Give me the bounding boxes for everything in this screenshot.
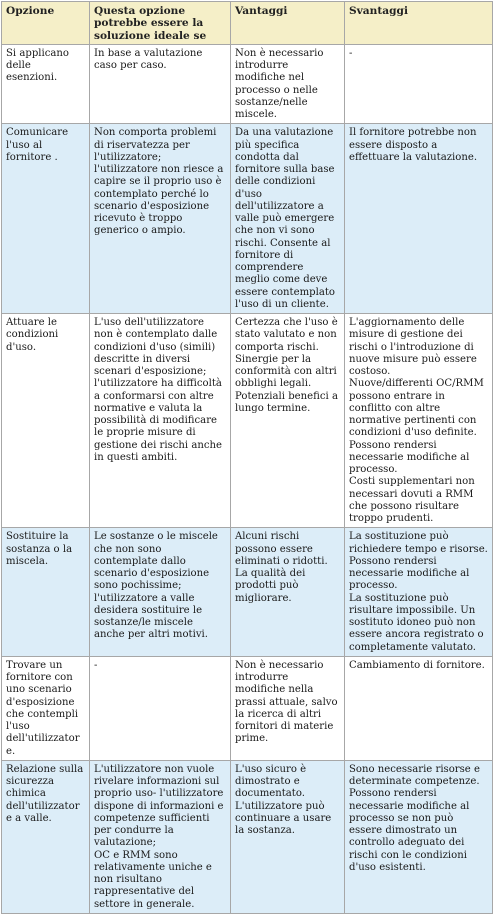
table-row (2, 44, 493, 124)
cell-vantaggi (231, 314, 345, 528)
cell-ideale (90, 44, 231, 124)
cell-svantaggi (345, 760, 493, 913)
cell-vantaggi (231, 44, 345, 124)
cell-text: Cambiamento di fornitore. (349, 659, 485, 671)
cell-opzione: Si applicano delle esenzioni. (2, 44, 90, 124)
cell-vantaggi (231, 528, 345, 657)
cell-svantaggi (345, 528, 493, 657)
cell-text: - (94, 659, 98, 671)
cell-ideale (90, 760, 231, 913)
cell-text: l'utilizzatore a valle desidera sostituire le sostanze/le miscele anche per altri motivi. (94, 592, 208, 641)
cell-opzione: Trovare un fornitore con uno scenario d'esposizione che contempli l'uso dell'utilizzatore. (2, 656, 90, 760)
cell-svantaggi (345, 314, 493, 528)
table-row (2, 124, 493, 314)
cell-text: Non comporta problemi di riservatezza per l'utilizzatore; l'utilizzatore non riesce a capire se il proprio uso è contemplato perché lo scenario d'esposizione ricevuto è troppo generico o ampio. (94, 127, 224, 237)
cell-text: La qualità dei prodotti può migliorare. (235, 568, 306, 604)
header-ideale: Questa opzione potrebbe essere la soluzione ideale se (90, 2, 231, 45)
cell-vantaggi (231, 656, 345, 760)
cell-text: Sono necessarie risorse e determinate competenze. (349, 763, 480, 788)
cell-text: Non è necessario introdurre modifiche nel processo o nelle sostanze/nelle miscele. (235, 47, 324, 121)
cell-ideale (90, 314, 231, 528)
cell-text: Certezza che l'uso è stato valutato e non comporta rischi. (235, 317, 338, 353)
cell-text: Possono rendersi necessarie modifiche al processo se non può essere dimostrato un controllo adeguato dei rischi con le condizioni d'uso esistenti. (349, 788, 470, 873)
cell-svantaggi (345, 124, 493, 314)
table-row (2, 760, 493, 913)
cell-text: L'uso dell'utilizzatore non è contemplato dalle condizioni d'uso (simili) descritte in diversi scenari d'esposizione; l'utilizzatore ha difficoltà a conformarsi con altre normative e valuta la possibilità di modificare le proprie misure di gestione dei rischi anche in questi ambiti. (94, 317, 223, 463)
header-svantaggi: Svantaggi (345, 2, 493, 45)
header-opzione: Opzione (2, 2, 90, 45)
cell-text: Non è necessario introdurre modifiche nella prassi attuale, salvo la ricerca di altri fornitori di materie prime. (235, 659, 338, 745)
cell-text: Costi supplementari non necessari dovuti a RMM che possono risultare troppo prudenti. (349, 476, 475, 525)
cell-text: Sinergie per la conformità con altri obblighi legali. (235, 353, 337, 390)
header-vantaggi: Vantaggi (231, 2, 345, 45)
table-header-row (2, 2, 493, 45)
options-table (1, 1, 493, 914)
cell-text: Le sostanze o le miscele che non sono contemplate dallo scenario d'esposizione sono pochissime; (94, 531, 218, 592)
cell-text: Da una valutazione più specifica condotta dal fornitore sulla base delle condizioni d'uso dell'utilizzatore a valle può emergere che non vi sono rischi. Consente al fornitore di comprendere meglio come deve essere contemplato l'uso di un cliente. (235, 127, 335, 310)
cell-svantaggi (345, 44, 493, 124)
cell-text: OC e RMM sono relativamente uniche e non risultano rappresentative del settore in generale. (94, 849, 212, 910)
table-row (2, 528, 493, 657)
table-row (2, 314, 493, 528)
cell-opzione: Comunicare l'uso al fornitore . (2, 124, 90, 314)
options-table-container (1, 1, 492, 914)
cell-text: In base a valutazione caso per caso. (94, 47, 203, 72)
cell-opzione: Attuare le condizioni d'uso. (2, 314, 90, 528)
cell-text: L'utilizzatore può continuare a usare la sostanza. (235, 800, 332, 837)
cell-svantaggi (345, 656, 493, 760)
cell-opzione: Sostituire la sostanza o la miscela. (2, 528, 90, 657)
cell-opzione: Relazione sulla sicurezza chimica dell'utilizzatore a valle. (2, 760, 90, 913)
cell-vantaggi (231, 124, 345, 314)
cell-text: Il fornitore potrebbe non essere disposto a effettuare la valutazione. (349, 127, 478, 163)
cell-text: Potenziali benefici a lungo termine. (235, 390, 338, 414)
cell-text: Possono rendersi necessarie modifiche al processo. (349, 555, 470, 592)
cell-text: Nuove/differenti OC/RMM possono entrare in conflitto con altre normative pertinenti con condizioni d'uso definite. (349, 378, 484, 439)
cell-text: - (349, 47, 353, 59)
cell-ideale (90, 656, 231, 760)
table-row (2, 656, 493, 760)
cell-text: L'utilizzatore non vuole rivelare informazioni sul proprio uso- l'utilizzatore dispone di informazioni e competenze sufficienti per condurre la valutazione; (94, 763, 224, 849)
cell-ideale (90, 528, 231, 657)
cell-text: L'uso sicuro è dimostrato e documentato. (235, 763, 307, 800)
cell-text: Possono rendersi necessarie modifiche al processo. (349, 439, 470, 476)
cell-ideale (90, 124, 231, 314)
cell-text: L'aggiornamento delle misure di gestione dei rischi o l'introduzione di nuove misure può essere costoso. (349, 317, 477, 378)
cell-text: La sostituzione può risultare impossibile. Un sostituto idoneo può non essere ancora registrato o completamente valutato. (349, 592, 484, 653)
cell-text: La sostituzione può richiedere tempo e risorse. (349, 531, 488, 555)
cell-text: Alcuni rischi possono essere eliminati o ridotti. (235, 531, 328, 567)
cell-vantaggi (231, 760, 345, 913)
